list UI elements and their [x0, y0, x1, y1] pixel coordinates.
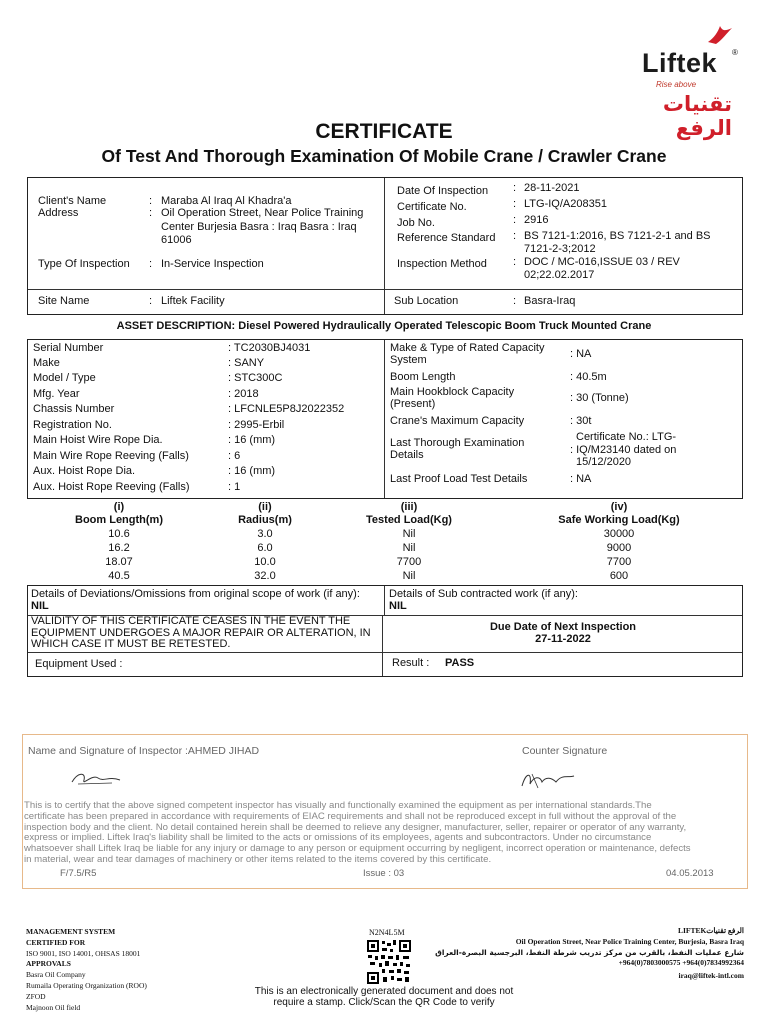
- address-line-3: 61006: [161, 234, 192, 246]
- cell-safe-working-load: 30000: [603, 528, 635, 540]
- table-header-tested-load: [319, 501, 499, 526]
- load-table-body: [27, 528, 743, 584]
- table-header-safe-working-load: [499, 501, 739, 526]
- asset-label: Mfg. Year: [33, 387, 80, 400]
- address-label: Address: [38, 207, 79, 219]
- form-issue: Issue : 03: [363, 868, 405, 879]
- cell-safe-working-load: 7700: [606, 556, 632, 568]
- logo-name: Liftek: [642, 48, 718, 78]
- header-number: (i): [113, 501, 125, 513]
- max-capacity-value: : 30t: [570, 415, 592, 427]
- hookblock-label-2: (Present): [390, 398, 436, 410]
- next-inspection-label: Due Date of Next Inspection: [489, 621, 637, 633]
- validity-divider: [382, 616, 383, 652]
- disclaimer-line: express or implied. Liftek Iraq's liability shall be limited to the acts or omissions of its employees, agents and subcontractors. Under no circumstance: [24, 832, 652, 844]
- inspector-signature-icon: [68, 768, 124, 790]
- deviations-label: Details of Deviations/Omissions from original scope of work (if any):: [31, 588, 360, 600]
- asset-label: Chassis Number: [33, 403, 115, 415]
- qr-code-id: N2N4L5M: [369, 928, 405, 937]
- asset-row: [33, 434, 383, 450]
- equipment-used-label: Equipment Used :: [35, 658, 123, 670]
- inspector-signature-label: Name and Signature of Inspector :AHMED JIHAD: [28, 745, 260, 757]
- boom-length-label: Boom Length: [390, 371, 456, 383]
- address-line-1: Oil Operation Street, Near Police Training: [161, 207, 364, 219]
- table-row: [27, 570, 743, 584]
- validity-line-3: WHICH CASE IT MUST BE RETESTED.: [31, 638, 231, 650]
- certificate-no-value: LTG-IQ/A208351: [524, 198, 607, 210]
- validity-line-2: EQUIPMENT UNDERGOES A MAJOR REPAIR OR ALTERATION, IN: [31, 627, 371, 639]
- deviations-divider: [384, 586, 385, 616]
- cell-radius: 6.0: [257, 542, 273, 554]
- logo-registered: ®: [732, 48, 738, 57]
- disclaimer-line: in material, wear and tear damages of machinery or other items related to the items covered by this certificate.: [24, 853, 492, 865]
- approvals-title: APPROVALS: [26, 959, 71, 969]
- asset-label: Aux. Hoist Rope Reeving (Falls): [33, 480, 190, 493]
- client-name-label: Client's Name: [38, 195, 107, 207]
- asset-box-divider: [384, 340, 385, 498]
- cell-safe-working-load: 600: [609, 570, 629, 582]
- job-no-value: 2916: [524, 214, 549, 226]
- asset-row: [33, 419, 383, 435]
- company-logo: [636, 22, 746, 140]
- footer-address-ar: شارع عمليات النفط، بالقرب من مركز تدريب شرطة النفط، البرجسية البصرة-العراق: [435, 947, 744, 957]
- asset-value: : STC300C: [228, 372, 283, 384]
- sub-location-value: Basra-Iraq: [524, 295, 576, 307]
- hookblock-label-1: Main Hookblock Capacity: [390, 386, 515, 398]
- last-exam-label-2: Details: [390, 449, 424, 461]
- asset-value: : 1: [228, 480, 241, 493]
- footer-company-name: [420, 926, 744, 937]
- logo-tagline: Rise above: [656, 80, 697, 89]
- footer-company-en: LIFTEK: [677, 926, 707, 935]
- cell-boom-length: 10.6: [108, 528, 130, 540]
- asset-value: : SANY: [228, 357, 265, 369]
- qr-code-icon[interactable]: [366, 939, 412, 985]
- footer-phones: +964(0)7803000575 +964(0)7834992364: [618, 958, 744, 968]
- sub-location-label: Sub Location: [394, 295, 459, 307]
- next-inspection-value: 27-11-2022: [535, 633, 591, 645]
- electronic-note-line-2: require a stamp. Click/Scan the QR Code to verify: [273, 997, 495, 1008]
- table-row: [27, 542, 743, 556]
- cell-radius: 32.0: [254, 570, 276, 582]
- bird-logo-icon: [706, 22, 734, 50]
- asset-row: [33, 342, 383, 357]
- table-header-boom-length: [27, 501, 211, 526]
- electronic-note: [180, 986, 588, 1008]
- client-info-box: [27, 177, 743, 315]
- asset-label: Main Hoist Wire Rope Dia.: [33, 434, 163, 446]
- management-system-title: MANAGEMENT SYSTEM: [26, 927, 116, 936]
- asset-description: [0, 320, 768, 332]
- rated-capacity-value: : NA: [570, 348, 592, 360]
- subcontracted-value: NIL: [389, 600, 407, 612]
- certificate-title: CERTIFICATE: [315, 120, 453, 143]
- rated-capacity-label-1: Make & Type of Rated Capacity: [390, 342, 545, 354]
- client-box-row-line: [28, 289, 742, 290]
- header-number: (iii): [400, 501, 418, 513]
- boom-length-value: : 40.5m: [570, 371, 607, 383]
- disclaimer-line: This is to certify that the above signed competent inspector has visually and functionally examined the equipment as per international standards.The: [24, 800, 652, 811]
- header-name: Boom Length(m): [75, 513, 163, 526]
- asset-value: : 16 (mm): [228, 434, 276, 446]
- table-row: [27, 556, 743, 570]
- asset-label: Aux. Hoist Rope Dia.: [33, 465, 136, 477]
- asset-row: [33, 388, 383, 404]
- site-name-label: Site Name: [38, 295, 90, 307]
- approval-item: Majnoon Oil field: [26, 1002, 81, 1012]
- address-line-2: Center Burjesia Basra : Iraq Basra : Iraq: [161, 221, 357, 233]
- result-label: Result :: [392, 657, 430, 669]
- proof-load-value: : NA: [570, 473, 592, 485]
- asset-value: : LFCNLE5P8J2022352: [228, 403, 345, 415]
- asset-label: Make: [33, 357, 60, 369]
- asset-description-value: Diesel Powered Hydraulically Operated Telescopic Boom Truck Mounted Crane: [238, 320, 652, 332]
- footer-email[interactable]: iraq@liftek-intl.com: [678, 971, 744, 981]
- asset-label: Registration No.: [33, 418, 112, 431]
- counter-signature-icon: [518, 768, 578, 792]
- footer-company-ar: الرفع تقنيات: [706, 926, 744, 935]
- asset-label: Main Wire Rope Reeving (Falls): [33, 449, 189, 462]
- job-no-label: Job No.: [397, 217, 435, 229]
- cell-radius: 10.0: [254, 556, 276, 568]
- last-exam-value-1: Certificate No.: LTG-: [576, 431, 677, 443]
- cell-boom-length: 16.2: [108, 542, 130, 554]
- asset-value: : 2995-Erbil: [228, 418, 285, 431]
- cell-radius: 3.0: [257, 528, 273, 540]
- counter-signature-label: Counter Signature: [522, 745, 608, 757]
- hookblock-value: : 30 (Tonne): [570, 392, 629, 404]
- certificate-no-label: Certificate No.: [397, 201, 467, 213]
- asset-row: [33, 450, 383, 466]
- inspection-type-label: Type Of Inspection: [38, 258, 130, 270]
- max-capacity-label: Crane's Maximum Capacity: [390, 415, 525, 427]
- asset-value: : TC2030BJ4031: [228, 342, 311, 354]
- asset-value: : 2018: [228, 387, 259, 400]
- cell-tested-load: Nil: [402, 570, 416, 582]
- deviations-value: NIL: [31, 600, 49, 612]
- asset-label: Serial Number: [33, 342, 104, 354]
- cell-tested-load: 7700: [396, 556, 422, 568]
- cell-boom-length: 40.5: [108, 570, 130, 582]
- asset-description-label: ASSET DESCRIPTION:: [116, 320, 236, 332]
- asset-row: [33, 372, 383, 388]
- rated-capacity-label-2: System: [390, 354, 427, 366]
- last-exam-value-3: 15/12/2020: [576, 456, 632, 468]
- site-name-value: Liftek Facility: [161, 295, 225, 307]
- cell-boom-length: 18.07: [105, 556, 133, 568]
- inspection-date-label: Date Of Inspection: [397, 185, 489, 197]
- certificate-subtitle: Of Test And Thorough Examination Of Mobile Crane / Crawler Crane: [101, 146, 667, 166]
- approval-item: Basra Oil Company: [26, 970, 86, 980]
- disclaimer-text: [24, 801, 746, 866]
- approval-item: Rumaila Operating Organization (ROO): [26, 980, 147, 990]
- table-header-radius: [211, 501, 319, 526]
- electronic-note-line-1: This is an electronically generated document and does not: [254, 986, 514, 997]
- cell-tested-load: Nil: [402, 528, 416, 540]
- result-divider: [382, 653, 383, 676]
- inspection-method-line-2: 02;22.02.2017: [524, 269, 595, 281]
- last-exam-value-2: : IQ/M23140 dated on: [570, 444, 677, 456]
- last-exam-label-1: Last Thorough Examination: [390, 437, 525, 449]
- header-number: (iv): [610, 501, 628, 513]
- validity-line-1: VALIDITY OF THIS CERTIFICATE CEASES IN THE EVENT THE: [31, 615, 351, 627]
- disclaimer-line: whatsoever shall Liftek Iraq be liable for any injury or damage to any person or equipment occurring by negligent, incorrect operation or maintenance, defects: [24, 843, 691, 855]
- cell-safe-working-load: 9000: [606, 542, 632, 554]
- client-name-value: Maraba Al Iraq Al Khadra'a: [161, 195, 292, 207]
- certified-for-label: CERTIFIED FOR: [26, 937, 86, 947]
- inspection-method-label: Inspection Method: [397, 258, 487, 270]
- logo-arabic: تقنيات الرفع: [662, 92, 732, 140]
- disclaimer-line: certificate has been prepared in accordance with requirements of EIAC requirements and shall not be reproduced except in full without the approval of the: [24, 810, 677, 822]
- asset-label: Model / Type: [33, 372, 96, 384]
- load-table: [27, 499, 743, 585]
- asset-row: [33, 465, 383, 481]
- form-number: F/7.5/R5: [60, 868, 97, 879]
- reference-standard-label: Reference Standard: [397, 232, 496, 244]
- disclaimer-line: inspection body and the client. No detail contained herein shall be deemed to relieve any designer, manufacturer, seller, repairer or operator of any warranty,: [24, 821, 687, 833]
- subcontracted-label: Details of Sub contracted work (if any):: [389, 588, 578, 600]
- footer-address-en: Oil Operation Street, Near Police Training Center, Burjesia, Basra Iraq: [515, 936, 744, 946]
- inspection-type-value: In-Service Inspection: [161, 258, 264, 270]
- header-name: Tested Load(Kg): [366, 513, 452, 526]
- asset-row: [33, 403, 383, 419]
- asset-value: : 16 (mm): [228, 465, 276, 477]
- inspection-method-line-1: DOC / MC-016,ISSUE 03 / REV: [524, 256, 680, 268]
- inspection-date-value: 28-11-2021: [524, 182, 580, 194]
- header-number: (ii): [258, 501, 272, 513]
- proof-load-label: Last Proof Load Test Details: [390, 473, 528, 485]
- asset-row: [33, 357, 383, 372]
- header-name: Safe Working Load(Kg): [558, 513, 680, 526]
- client-box-divider: [384, 178, 385, 314]
- footer-right: [420, 926, 744, 982]
- asset-row: [33, 481, 383, 497]
- reference-standard-line-2: 7121-2-3;2012: [524, 243, 596, 255]
- result-value: PASS: [445, 657, 475, 669]
- cell-tested-load: Nil: [402, 542, 416, 554]
- asset-value: : 6: [228, 449, 241, 462]
- validity-row-line: [28, 652, 742, 653]
- approval-item: ZFOD: [26, 991, 46, 1001]
- asset-left-list: [33, 342, 383, 496]
- reference-standard-line-1: BS 7121-1:2016, BS 7121-2-1 and BS: [524, 230, 711, 242]
- form-date: 04.05.2013: [666, 868, 714, 879]
- header-name: Radius(m): [238, 513, 292, 526]
- table-row: [27, 528, 743, 542]
- iso-list: ISO 9001, ISO 14001, OHSAS 18001: [26, 948, 141, 958]
